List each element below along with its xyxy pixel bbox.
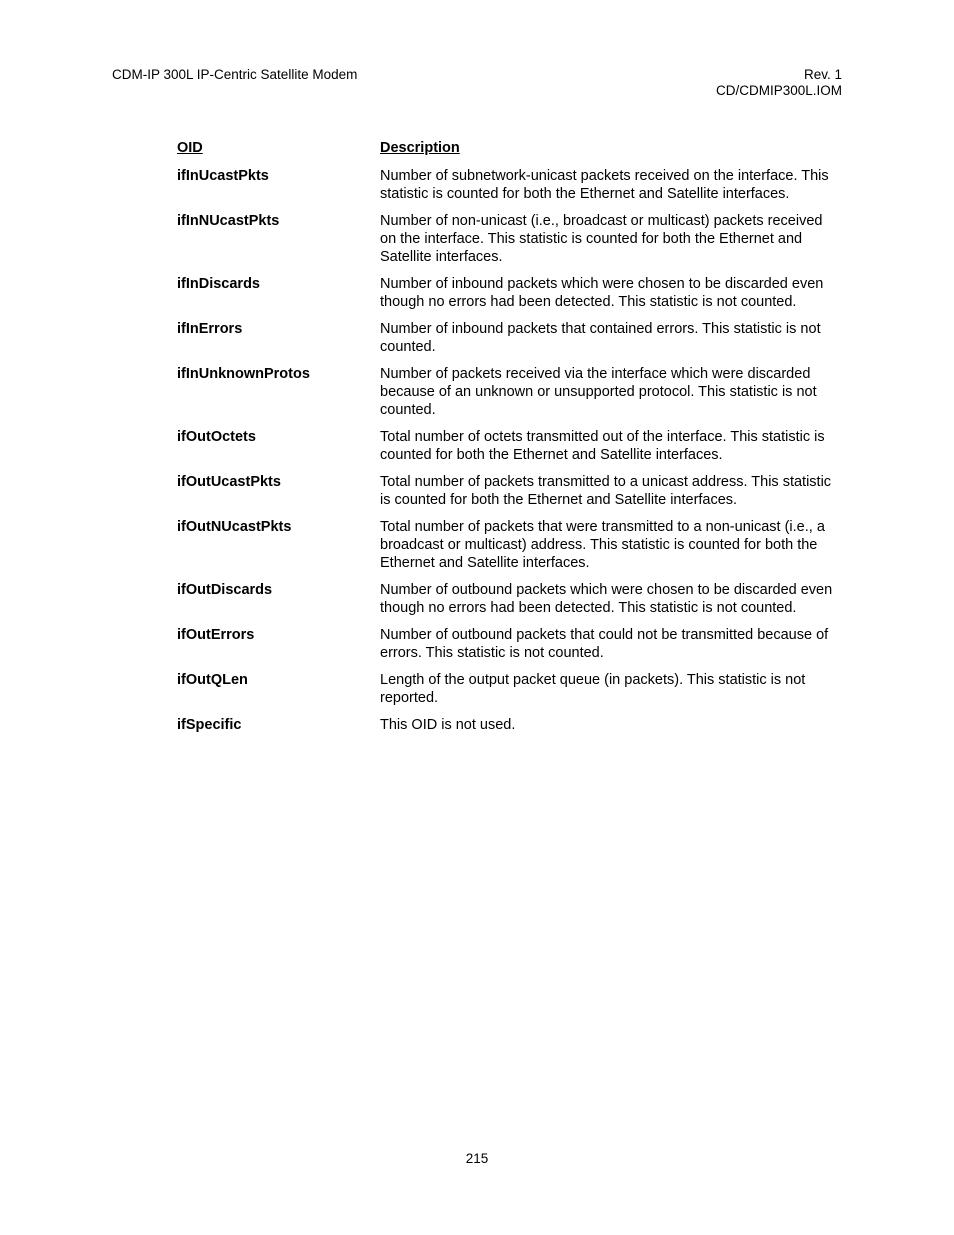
table-header <box>177 139 842 157</box>
oid-description: Length of the output packet queue (in packets). This statistic is not reported. <box>380 672 806 706</box>
table-row <box>177 581 842 617</box>
document-title: CDM-IP 300L IP-Centric Satellite Modem <box>112 67 358 82</box>
table-row <box>177 212 842 266</box>
oid-name: ifOutErrors <box>177 627 255 643</box>
oid-description: Number of inbound packets which were chosen to be discarded even though no errors had been detected. This statistic is not counted. <box>380 276 824 310</box>
oid-name: ifInDiscards <box>177 276 260 292</box>
oid-description: Number of subnetwork-unicast packets received on the interface. This statistic is counted for both the Ethernet and Satellite interfaces. <box>380 168 829 202</box>
column-header-oid: OID <box>177 140 203 156</box>
oid-description: Total number of packets transmitted to a unicast address. This statistic is counted for both the Ethernet and Satellite interfaces. <box>380 474 832 508</box>
oid-description: Number of inbound packets that contained errors. This statistic is not counted. <box>380 321 821 355</box>
oid-name: ifSpecific <box>177 717 242 733</box>
table-row <box>177 716 842 734</box>
oid-table <box>177 139 842 743</box>
oid-description: Total number of octets transmitted out of the interface. This statistic is counted for both the Ethernet and Satellite interfaces. <box>380 429 825 463</box>
oid-description: Number of packets received via the interface which were discarded because of an unknown or unsupported protocol. This statistic is not counted. <box>380 366 817 418</box>
table-row <box>177 365 842 419</box>
table-row <box>177 473 842 509</box>
oid-name: ifOutOctets <box>177 429 256 445</box>
oid-description: Number of outbound packets that could not be transmitted because of errors. This statistic is not counted. <box>380 627 829 661</box>
oid-name: ifOutQLen <box>177 672 248 688</box>
oid-name: ifInUcastPkts <box>177 168 269 184</box>
table-row <box>177 671 842 707</box>
oid-name: ifInErrors <box>177 321 243 337</box>
oid-name: ifInNUcastPkts <box>177 213 280 229</box>
table-row <box>177 320 842 356</box>
revision-block <box>716 67 842 99</box>
table-row <box>177 428 842 464</box>
oid-name: ifInUnknownProtos <box>177 366 310 382</box>
revision-label: Rev. 1 <box>803 67 842 82</box>
oid-description: This OID is not used. <box>380 717 516 733</box>
oid-name: ifOutDiscards <box>177 582 273 598</box>
table-row <box>177 275 842 311</box>
table-row <box>177 626 842 662</box>
oid-description: Number of outbound packets which were chosen to be discarded even though no errors had been detected. This statistic is not counted. <box>380 582 833 616</box>
oid-name: ifOutUcastPkts <box>177 474 281 490</box>
table-row <box>177 518 842 572</box>
table-row <box>177 167 842 203</box>
column-header-description: Description <box>380 140 460 156</box>
page-number: 215 <box>465 1151 489 1166</box>
oid-name: ifOutNUcastPkts <box>177 519 292 535</box>
oid-description: Total number of packets that were transmitted to a non-unicast (i.e., a broadcast or multicast) address. This statistic is counted for both the Ethernet and Satellite interfaces. <box>380 519 825 571</box>
document-code: CD/CDMIP300L.IOM <box>715 83 842 98</box>
oid-description: Number of non-unicast (i.e., broadcast or multicast) packets received on the interface. This statistic is counted for both the Ethernet and Satellite interfaces. <box>380 213 823 265</box>
